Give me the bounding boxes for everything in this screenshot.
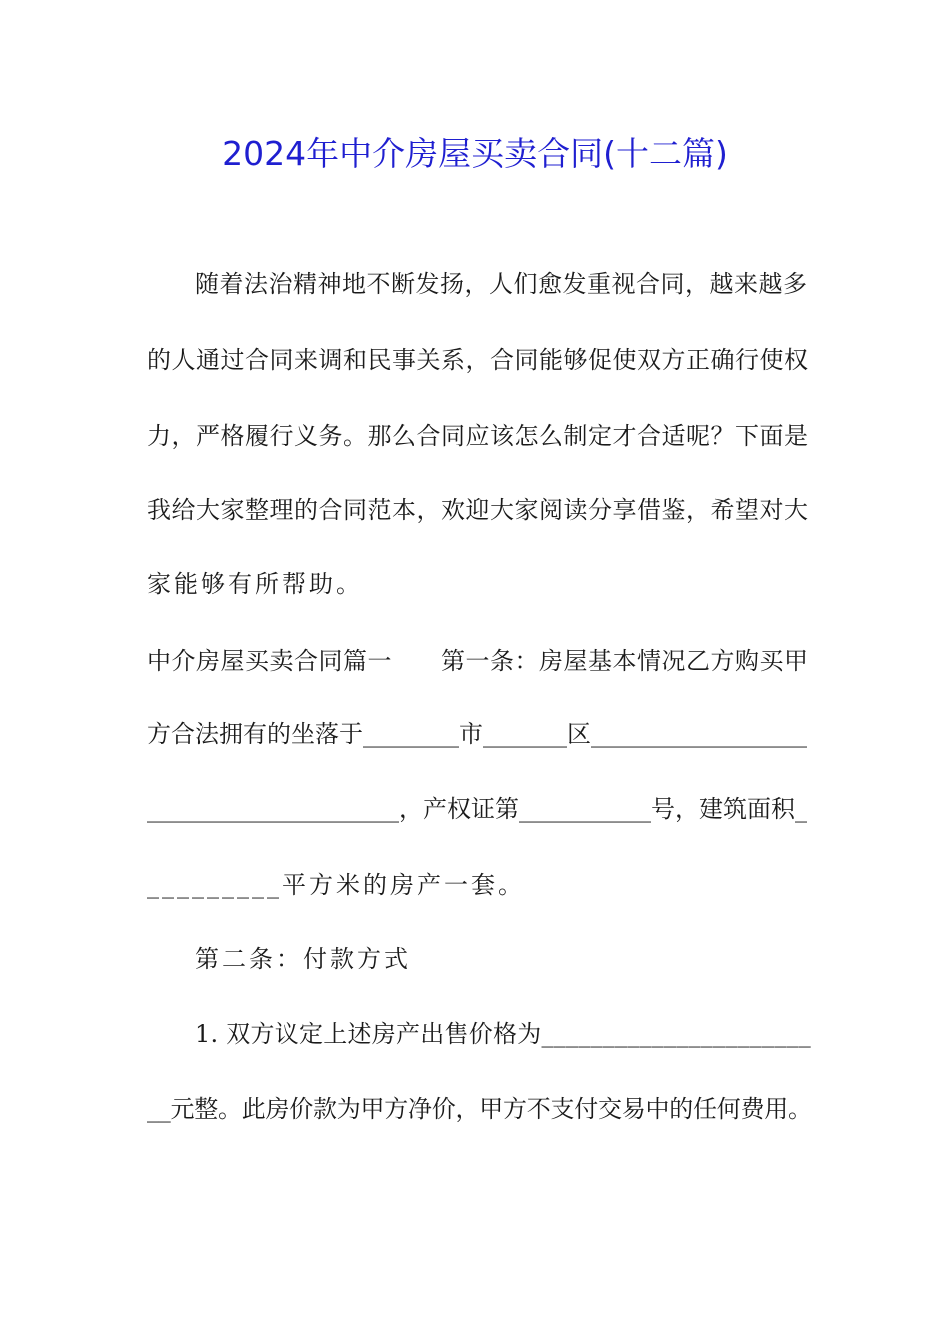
- paragraph-line: _________平方米的房产一套。: [147, 871, 525, 899]
- paragraph-line: 力，严格履行义务。那么合同应该怎么制定才合适呢？下面是: [147, 422, 809, 450]
- paragraph-line: 中介房屋买卖合同篇一 第一条：房屋基本情况乙方购买甲: [147, 647, 809, 675]
- paragraph-line: _____________________，产权证第___________号，建筑面积_: [147, 795, 807, 823]
- paragraph-line: 1. 双方议定上述房产出售价格为______________________: [195, 1020, 812, 1048]
- paragraph-line: 随着法治精神地不断发扬，人们愈发重视合同，越来越多: [195, 270, 808, 298]
- document-title: 2024年中介房屋买卖合同(十二篇): [222, 134, 728, 173]
- paragraph-line: 我给大家整理的合同范本，欢迎大家阅读分享借鉴，希望对大: [147, 496, 809, 524]
- paragraph-line: 的人通过合同来调和民事关系，合同能够促使双方正确行使权: [147, 346, 809, 374]
- paragraph-line: 方合法拥有的坐落于________市_______区__________________: [147, 720, 807, 748]
- paragraph-line: __元整。此房价款为甲方净价，甲方不支付交易中的任何费用。: [147, 1095, 812, 1123]
- paragraph-line: 家能够有所帮助。: [147, 570, 363, 598]
- section-heading: 第二条：付款方式: [195, 945, 411, 973]
